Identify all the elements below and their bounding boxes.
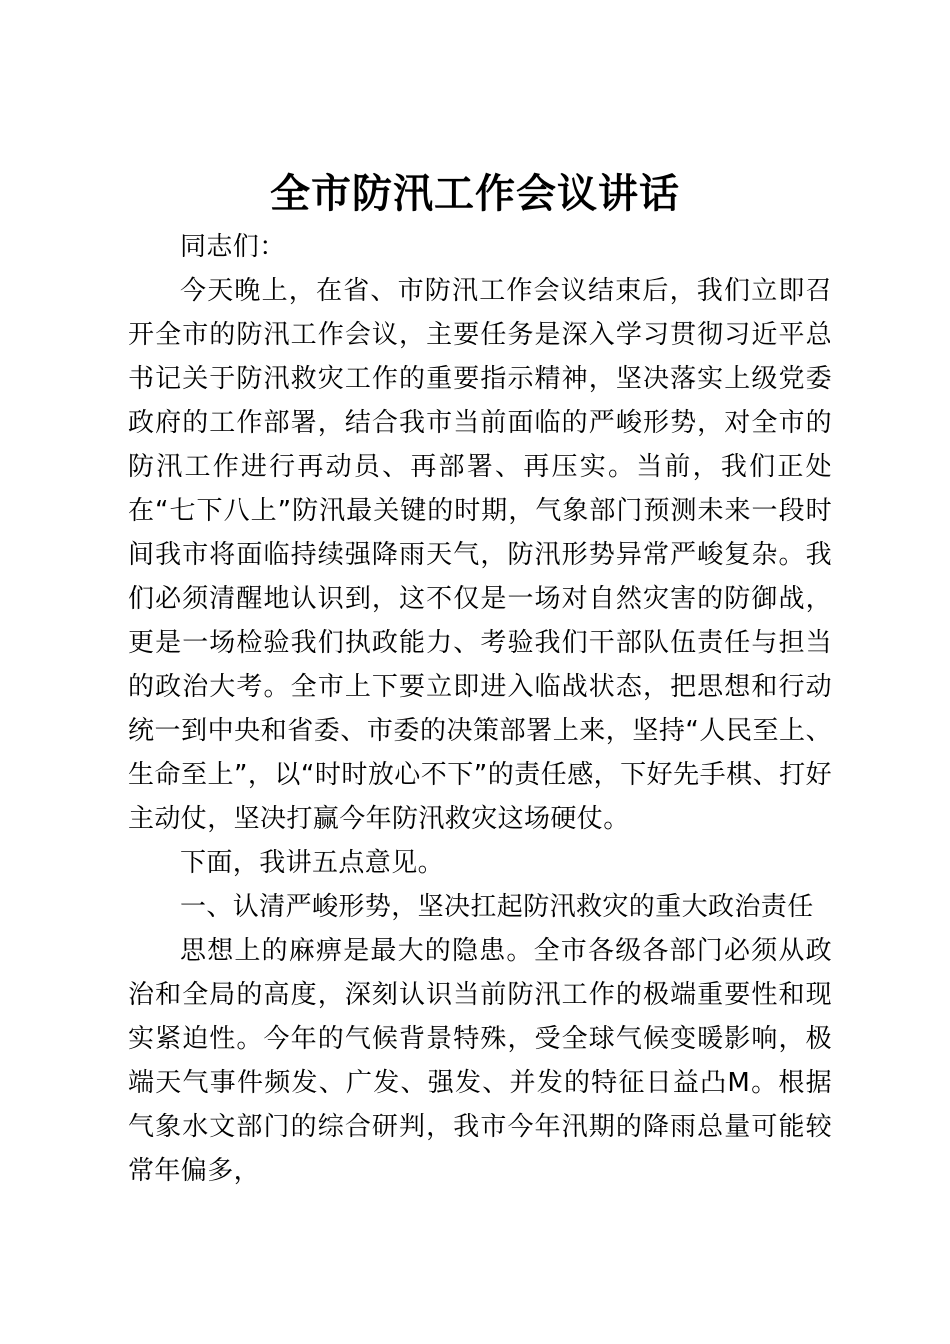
salutation: 同志们： xyxy=(180,232,286,262)
document-body xyxy=(128,225,832,1193)
body-paragraph: 思想上的麻痹是最大的隐患。全市各级各部门必须从政治和全局的高度，深刻认识当前防汛工作的极端重要性和现实紧迫性。今年的气候背景特殊，受全球气候变暖影响，极端天气事件频发、广发、强发、并发的特征日益凸M。根据气象水文部门的综合研判，我市今年汛期的降雨总量可能较常年偏多， xyxy=(128,936,832,1186)
document-title: 全市防汛工作会议讲话 xyxy=(270,171,680,217)
section-heading: 一、认清严峻形势，坚决扛起防汛救灾的重大政治责任 xyxy=(180,892,814,922)
body-paragraph: 下面，我讲五点意见。 xyxy=(180,848,445,878)
body-paragraph: 今天晚上，在省、市防汛工作会议结束后，我们立即召开全市的防汛工作会议，主要任务是深入学习贯彻习近平总书记关于防汛救灾工作的重要指示精神，坚决落实上级党委政府的工作部署，结合我市当前面临的严峻形势，对全市的防汛工作进行再动员、再部署、再压实。当前，我们正处在“七下八上”防汛最关键的时期，气象部门预测未来一段时间我市将面临持续强降雨天气，防汛形势异常严峻复杂。我们必须清醒地认识到，这不仅是一场对自然灾害的防御战，更是一场检验我们执政能力、考验我们干部队伍责任与担当的政治大考。全市上下要立即进入临战状态，把思想和行动统一到中央和省委、市委的决策部署上来，坚持“人民至上、生命至上”，以“时时放心不下”的责任感，下好先手棋、打好主动仗，坚决打赢今年防汛救灾这场硬仗。 xyxy=(128,276,832,834)
